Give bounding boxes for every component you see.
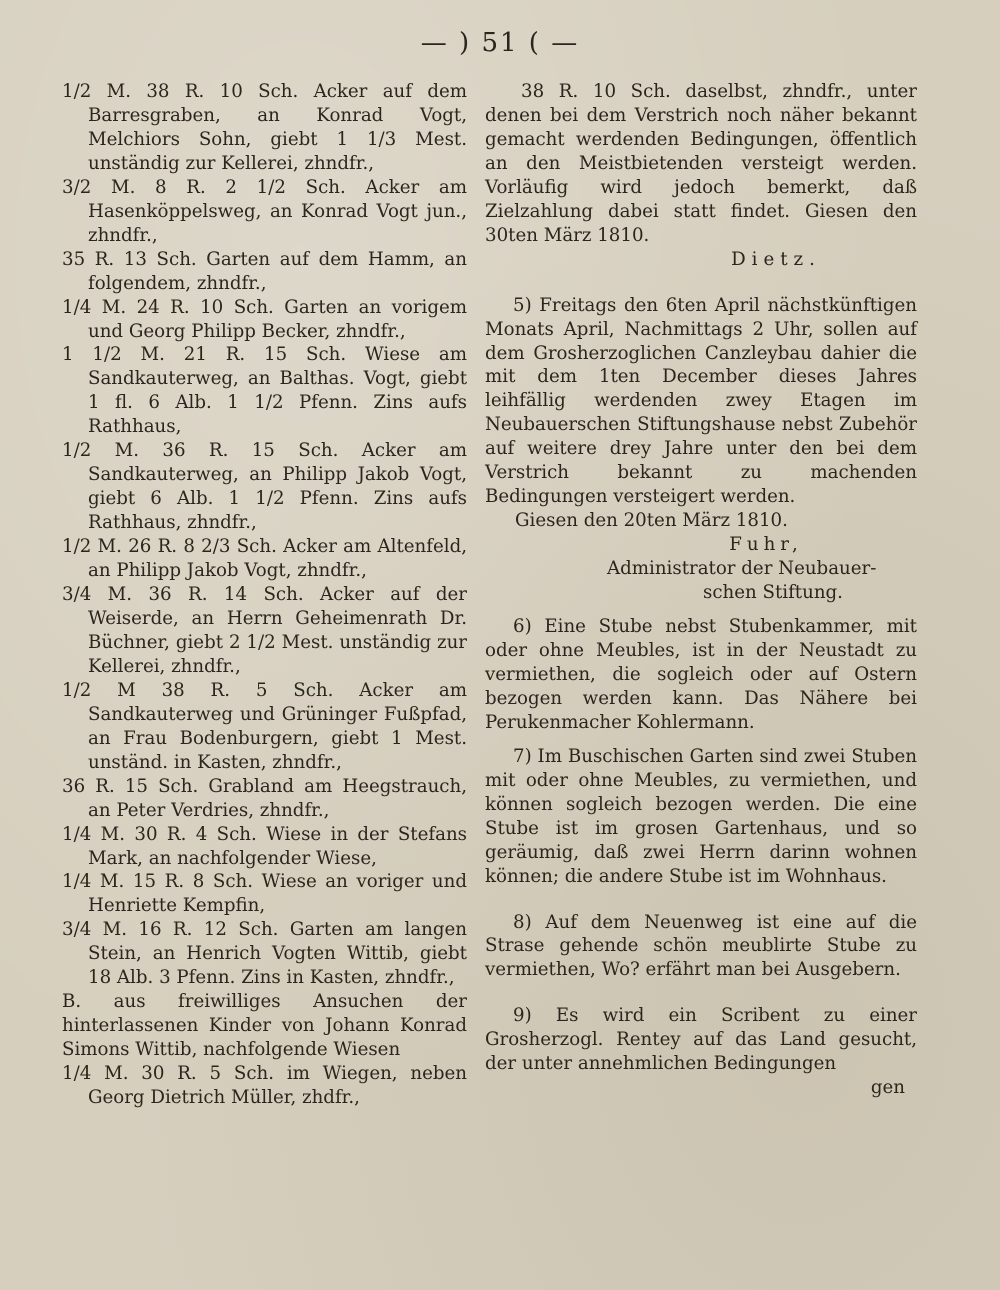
notice-7: 7) Im Buschischen Garten sind zwei Stuben mit oder ohne Meubles, zu vermiethen, und können sogleich bezogen werden. Die eine Stube ist im grosen Gartenhaus, und so geräumig, daß zwei Herrn darinn wohnen können; die andere Stube ist im Wohnhaus. <box>485 745 917 887</box>
list-item: 1/2 M. 38 R. 10 Sch. Acker auf dem Barresgraben, an Konrad Vogt, Melchiors Sohn, giebt 1 1/3 Mest. unständig zur Kellerei, zhndfr., <box>62 81 467 174</box>
list-item: 36 R. 15 Sch. Grabland am Heegstrauch, an Peter Verdries, zhndfr., <box>62 775 467 821</box>
notice-5: 5) Freitags den 6ten April nächstkünftigen Monats April, Nachmittags 2 Uhr, sollen auf dem Grosherzoglichen Canzleybau dahier die mit dem 1ten December dieses Jahres leihfällig werdenden zwey Etagen im Neubauerschen Stiftungshause nebst Zubehör auf weitere drey Jahre unter den bei dem Verstrich bekannt zu machenden Bedingungen versteigert werden. <box>485 294 917 508</box>
section-b-heading: B. aus freiwilliges Ansuchen der hinterlassenen Kinder von Johann Konrad Simons Wittib, nachfolgende Wiesen <box>62 991 467 1061</box>
list-item: 1/2 M. 26 R. 8 2/3 Sch. Acker am Altenfeld, an Philipp Jakob Vogt, zhndfr., <box>62 536 467 582</box>
notice-5-date: Giesen den 20ten März 1810. <box>515 510 788 532</box>
page-number-header: — ) 51 ( — <box>420 28 580 58</box>
notice-8: 8) Auf dem Neuenweg ist eine auf die Strase gehende schön meublirte Stube zu vermiethen, Wo? erfährt man bei Ausgebern. <box>485 911 917 981</box>
left-column <box>62 80 467 1110</box>
list-item: 1 1/2 M. 21 R. 15 Sch. Wiese am Sandkauterweg, an Balthas. Vogt, giebt 1 fl. 6 Alb. 1 1/2 Pfenn. Zins aufs Rathhaus, <box>62 344 467 438</box>
signature-fuhr-title-2: schen Stiftung. <box>703 582 843 604</box>
list-item: 1/4 M. 24 R. 10 Sch. Garten an vorigem und Georg Philipp Becker, zhndfr., <box>62 296 467 342</box>
right-column <box>485 80 917 1100</box>
list-item: 1/4 M. 30 R. 5 Sch. im Wiegen, neben Georg Dietrich Müller, zhdfr., <box>62 1063 467 1109</box>
list-item: 1/4 M. 30 R. 4 Sch. Wiese in der Stefans Mark, an nachfolgender Wiese, <box>62 823 467 869</box>
list-item: 3/4 M. 16 R. 12 Sch. Garten am langen Stein, an Henrich Vogten Wittib, giebt 18 Alb. 3 Pfenn. Zins in Kasten, zhndfr., <box>62 919 467 989</box>
notice-continuation: 38 R. 10 Sch. daselbst, zhndfr., unter denen bei dem Verstrich noch näher bekannt gemacht werdenden Bedingungen, öffentlich an den Meistbietenden versteigt werden. Vorläufig wird jedoch bemerkt, daß Zielzahlung dabei statt findet. Giesen den 30ten März 1810. <box>485 81 917 246</box>
list-item: 3/4 M. 36 R. 14 Sch. Acker auf der Weiserde, an Herrn Geheimenrath Dr. Büchner, giebt 2 1/2 Mest. unständig zur Kellerei, zhndfr., <box>62 584 467 677</box>
signature-fuhr: Fuhr, <box>729 534 803 556</box>
list-item: 1/4 M. 15 R. 8 Sch. Wiese an voriger und Henriette Kempfin, <box>62 871 467 917</box>
notice-9: 9) Es wird ein Scribent zu einer Grosherzogl. Rentey auf das Land gesucht, der unter annehmlichen Bedingungen <box>485 1005 917 1075</box>
list-item: 1/2 M. 36 R. 15 Sch. Acker am Sandkauterweg, an Philipp Jakob Vogt, giebt 6 Alb. 1 1/2 Pfenn. Zins aufs Rathhaus, zhndfr., <box>62 440 467 534</box>
notice-6: 6) Eine Stube nebst Stubenkammer, mit oder ohne Meubles, ist in der Neustadt zu vermiethen, die sogleich oder auf Ostern bezogen werden kann. Das Nähere bei Perukenmacher Kohlermann. <box>485 616 917 733</box>
catchword: gen <box>870 1077 905 1099</box>
signature-dietz: Dietz. <box>731 248 821 270</box>
list-item: 3/2 M. 8 R. 2 1/2 Sch. Acker am Hasenköppelsweg, an Konrad Vogt jun., zhndfr., <box>62 176 467 246</box>
signature-fuhr-title-1: Administrator der Neubauer- <box>607 558 877 580</box>
list-item: 1/2 M 38 R. 5 Sch. Acker am Sandkauterweg und Grüninger Fußpfad, an Frau Bodenburgern, giebt 1 Mest. unständ. in Kasten, zhndfr., <box>62 679 467 773</box>
list-item: 35 R. 13 Sch. Garten auf dem Hamm, an folgendem, zhndfr., <box>62 248 467 294</box>
